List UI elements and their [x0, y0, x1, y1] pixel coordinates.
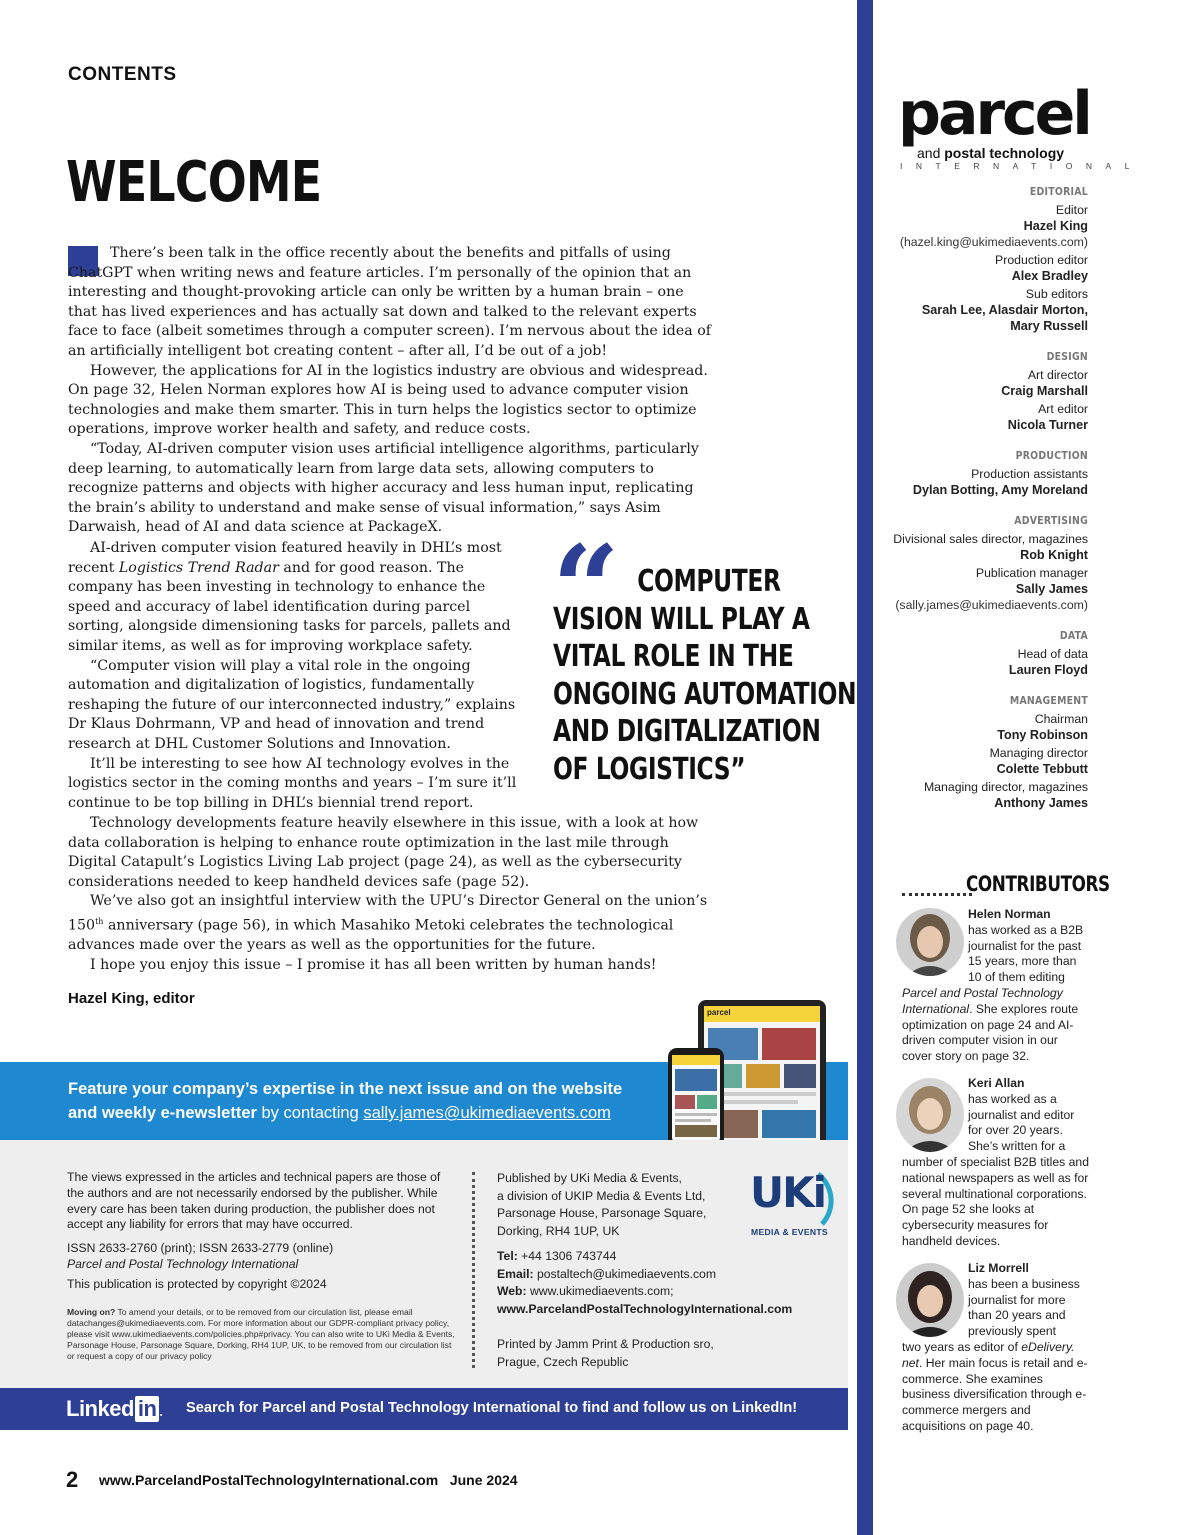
staff-section-heading: DATA: [1059, 629, 1088, 642]
staff-name: Lauren Floyd: [1008, 663, 1088, 677]
staff-role: Production editor: [995, 253, 1088, 267]
staff-role: Sub editors: [1025, 287, 1088, 301]
quote-mark-icon: “: [552, 519, 620, 658]
uki-logo-subtitle: MEDIA & EVENTS: [751, 1227, 828, 1237]
contributor-bio-continued: number of specialist B2B titles and national newspapers as well as for several multinational corporations. On page 52 she looks at cybersecurity measures for handheld devices.: [902, 1155, 1089, 1248]
staff-role: Divisional sales director, magazines: [893, 532, 1088, 546]
publisher-web-link[interactable]: www.ukimediaevents.com;: [526, 1284, 674, 1298]
contributors-heading: CONTRIBUTORS: [966, 872, 1110, 896]
side-accent-bar: [857, 0, 873, 1535]
staff-list: [876, 184, 1088, 811]
avatar-helen-norman: [896, 908, 964, 976]
staff-role: Managing director, magazines: [923, 780, 1088, 794]
masthead-logo: parcel: [898, 79, 1090, 149]
staff-email: (hazel.king@ukimediaevents.com): [899, 235, 1088, 249]
staff-email: (sally.james@ukimediaevents.com): [895, 598, 1088, 612]
staff-name: Alex Bradley: [1011, 269, 1088, 283]
staff-role: Art director: [1027, 368, 1088, 382]
article-body-column: [68, 539, 526, 813]
staff-role: Publication manager: [975, 566, 1088, 580]
uki-logo-text: UKi: [750, 1168, 826, 1217]
publisher-line: Dorking, RH4 1UP, UK: [497, 1223, 620, 1238]
staff-name: Sally James: [1015, 582, 1088, 596]
linkedin-logo[interactable]: Linked in .: [66, 1396, 163, 1421]
page-title: WELCOME: [66, 150, 322, 215]
page-number: 2: [66, 1467, 79, 1492]
contributor-bio-continued: two years as editor of eDelivery. net. Her main focus is retail and e-commerce. She examines business diversification through e-commerce mergers and acquisitions on page 40.: [902, 1340, 1088, 1433]
avatar-liz-morrell: [896, 1263, 964, 1337]
phone-screen: [672, 1055, 720, 1141]
staff-role: Head of data: [1017, 647, 1088, 661]
article-paragraph: “Today, AI-driven computer vision uses artificial intelligence algorithms, particularly deep learning, to automatically learn from large data sets, allowing computers to recognize patterns and objects with higher accuracy and less human input, replicating the brain’s ability to understand and make sense of visual information,” says Asim Darwaish, head of AI and data science at PackageX.: [68, 440, 699, 536]
section-label: CONTENTS: [68, 64, 177, 85]
staff-name: Tony Robinson: [997, 728, 1088, 742]
publisher-line: Parsonage House, Parsonage Square,: [497, 1206, 707, 1220]
staff-section-heading: ADVERTISING: [1014, 514, 1088, 527]
web-line: Web: www.ukimediaevents.com;: [497, 1284, 674, 1298]
article-paragraph: “Computer vision will play a vital role in the ongoing automation and digitalization of logistics, fundamentally reshaping the future of our interconnected industry,” explains Dr Klaus Dohrmann, VP and head of innovation and trend research at DHL Customer Solutions and Innovation.: [68, 657, 516, 752]
staff-name: Rob Knight: [1020, 548, 1088, 562]
phone-line: Tel: +44 1306 743744: [497, 1249, 617, 1263]
contributor-bio: Liz Morrell has been a business journalist for more than 20 years and previously spent: [968, 1261, 1080, 1339]
article-paragraph: However, the applications for AI in the logistics industry are obvious and widespread. On page 32, Helen Norman explores how AI is being used to advance computer vision technologies and make them smarter. This in turn helps the logistics sector to optimize operations, improve worker health and safety, and reduce costs.: [68, 362, 708, 438]
panel-divider: [472, 1172, 475, 1368]
publisher-line: a division of UKIP Media & Events Ltd,: [497, 1188, 706, 1203]
staff-name: Craig Marshall: [1001, 384, 1088, 398]
staff-name: Sarah Lee, Alasdair Morton,: [921, 303, 1088, 317]
disclaimer-text: The views expressed in the articles and technical papers are those of the authors and are not necessarily endorsed by the publisher. While every care has been taken during production, the publisher does not accept any liability for errors that may have occurred.: [67, 1170, 441, 1232]
staff-name: Mary Russell: [1010, 319, 1088, 333]
printer-line: Prague, Czech Republic: [497, 1354, 629, 1369]
staff-role: Editor: [1055, 203, 1088, 217]
article-paragraph: There’s been talk in the office recently about the benefits and pitfalls of using ChatGPT when writing news and feature articles. I’m personally of the opinion that an interesting and thought-provoking article can only be written by a human brain – one that has lived experiences and has actually sat down and talked to the relevant experts face to face (albeit sometimes through a computer screen). I’m nervous about the idea of an artificially intelligent bot creating content – after all, I’d be out of a job!: [68, 245, 712, 359]
contributor-bio: Helen Norman has worked as a B2B journalist for the past 15 years, more than 10 of them editing: [968, 907, 1084, 985]
disclaimer-block: [67, 1170, 457, 1362]
staff-section-heading: PRODUCTION: [1015, 449, 1088, 462]
contributor-bio: Keri Allan has worked as a journalist and editor for over 20 years. She’s written for a: [968, 1076, 1075, 1154]
article-paragraph: It’ll be interesting to see how AI technology evolves in the logistics sector in the coming months and years – I’m sure it’ll continue to be top billing in DHL’s biennial trend report.: [68, 755, 517, 811]
tablet-logo: parcel: [707, 1008, 731, 1017]
author-signoff: Hazel King, editor: [68, 990, 195, 1007]
footer-url-date: www.ParcelandPostalTechnologyInternational.com June 2024: [99, 1472, 518, 1488]
staff-role: Managing director: [989, 746, 1088, 760]
staff-section-heading: EDITORIAL: [1029, 185, 1088, 198]
contributors-divider: [902, 893, 972, 896]
pull-quote: COMPUTER VISION WILL PLAY A VITAL ROLE IN THE ONGOING AUTOMATION AND DIGITALIZATION OF LOGISTICS”: [553, 564, 857, 787]
staff-name: Hazel King: [1023, 219, 1088, 233]
staff-name: Nicola Turner: [1007, 418, 1088, 432]
article-paragraph: I hope you enjoy this issue – I promise it has all been written by human hands!: [90, 956, 657, 973]
publisher-line: Published by UKi Media & Events,: [497, 1171, 682, 1185]
contact-email-link[interactable]: sally.james@ukimediaevents.com: [363, 1104, 611, 1122]
moving-on-notice: Moving on? To amend your details, or to be removed from our circulation list, please email datachanges@ukimediaevents.com. For more information about our GDPR-compliant privacy policy, please visit www.ukimediaevents.com/policies.php#privacy. You can also write to UKi Media & Events, Parsonage House, Parsonage Square, Dorking, RH4 1UP, UK, to be removed from our circulation list or request a copy of our privacy policy: [67, 1306, 455, 1361]
printer-line: Printed by Jamm Print & Production sro,: [497, 1337, 714, 1351]
copyright: This publication is protected by copyright ©2024: [67, 1276, 327, 1291]
avatar-keri-allan: [896, 1078, 964, 1152]
publisher-email-link[interactable]: postaltech@ukimediaevents.com: [533, 1266, 716, 1281]
linkedin-cta[interactable]: Search for Parcel and Postal Technology International to find and follow us on LinkedIn!: [186, 1400, 798, 1416]
article-paragraph: AI-driven computer vision featured heavily in DHL’s most recent Logistics Trend Radar and for good reason. The company has been investing in technology to enhance the speed and accuracy of label identification during parcel sorting, alongside dimensioning tasks for parcels, pallets and similar items, as well as for improving workplace safety.: [68, 540, 511, 654]
masthead-subtitle: and postal technology: [917, 145, 1065, 161]
staff-name: Anthony James: [994, 796, 1088, 810]
staff-role: Production assistants: [971, 467, 1088, 481]
article-body-top: [68, 244, 716, 538]
masthead-international: INTERNATIONAL: [900, 161, 1143, 171]
article-paragraph: We’ve also got an insightful interview with the UPU’s Director General on the union’s 150th anniversary (page 56), in which Masahiko Metoki celebrates the technological advances made over the years as well as the opportunities for the future.: [68, 893, 708, 954]
staff-name: Colette Tebbutt: [996, 762, 1088, 776]
staff-name: Dylan Botting, Amy Moreland: [912, 483, 1088, 497]
publication-name: Parcel and Postal Technology International: [67, 1256, 299, 1271]
staff-role: Art editor: [1038, 402, 1088, 416]
contributor-bio-continued: Parcel and Postal Technology International. She explores route optimization on page 24 and AI-driven computer vision in our cover story on page 32.: [902, 986, 1079, 1064]
article-body-bottom: [68, 814, 716, 975]
issn: ISSN 2633-2760 (print); ISSN 2633-2779 (online): [67, 1241, 334, 1256]
staff-role: Chairman: [1034, 712, 1088, 726]
promo-banner-text: Feature your company’s expertise in the next issue and on the website and weekly e-newsletter by contacting sally.james@ukimediaevents.com: [68, 1080, 623, 1122]
article-paragraph: Technology developments feature heavily elsewhere in this issue, with a look at how data collaboration is helping to enhance route optimization in the last mile through Digital Catapult’s Logistics Living Lab project (page 24), as well as the cybersecurity considerations needed to keep handheld devices safe (page 52).: [68, 815, 699, 890]
staff-section-heading: DESIGN: [1046, 350, 1088, 363]
email-line: Email: postaltech@ukimediaevents.com: [497, 1266, 716, 1281]
website-link[interactable]: www.ParcelandPostalTechnologyInternational.com: [497, 1301, 793, 1316]
staff-section-heading: MANAGEMENT: [1009, 694, 1088, 707]
